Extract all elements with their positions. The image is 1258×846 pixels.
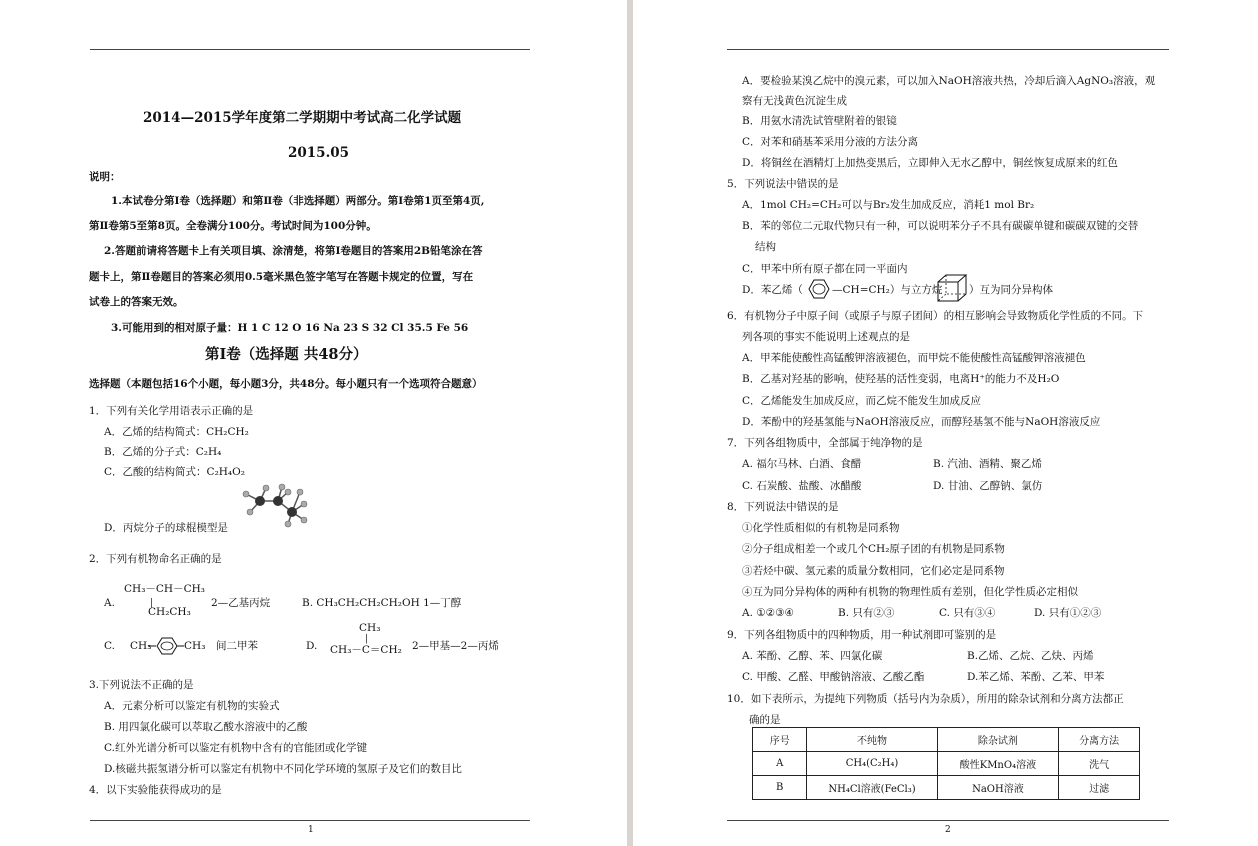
table-header-cell: 序号	[753, 728, 807, 752]
q2-a-label: A.	[104, 597, 115, 609]
q1-option-a: A．乙烯的结构简式：CH₂CH₂	[104, 426, 249, 438]
table-header-cell: 分离方法	[1059, 728, 1140, 752]
q3-option-b: B. 用四氯化碳可以萃取乙酸水溶液中的乙酸	[104, 721, 308, 733]
table-row	[753, 752, 1140, 776]
q1-option-b: B．乙烯的分子式：C₂H₄	[104, 446, 222, 458]
section-desc: 选择题（本题包括16个小题，每小题3分，共48分。每小题只有一个选项符合题意）	[89, 378, 483, 390]
cubane-icon	[937, 274, 969, 302]
note-2c: 试卷上的答案无效。	[89, 296, 184, 308]
q2-d-formula-main: CH₃－C＝CH₂	[330, 644, 402, 656]
table-cell: NH₄Cl溶液(FeCl₃)	[807, 776, 937, 800]
q9-option-d: D.苯乙烯、苯酚、乙苯、甲苯	[967, 671, 1105, 683]
question-7: 7．下列各组物质中，全部属于纯净物的是	[727, 437, 923, 449]
q1-option-d: D．丙烷分子的球棍模型是	[104, 522, 228, 534]
q8-statement-2: ②分子组成相差一个或几个CH₂原子团的有机物是同系物	[742, 543, 1005, 555]
q7-option-d: D. 甘油、乙醇钠、氯仿	[933, 480, 1043, 492]
header-rule	[727, 49, 1169, 50]
q8-statement-4: ④互为同分异构体的两种有机物的物理性质有差别，但化学性质必定相似	[742, 586, 1078, 598]
q2-c-right-group: CH₃	[184, 640, 206, 652]
q2-d-label: D.	[306, 640, 318, 652]
table-cell: CH₄(C₂H₄)	[807, 752, 937, 776]
q4-option-c: C．对苯和硝基苯采用分液的方法分离	[742, 136, 919, 148]
question-2: 2．下列有机物命名正确的是	[89, 553, 222, 565]
table-cell: 酸性KMnO₄溶液	[937, 752, 1059, 776]
q4-option-b: B．用氨水清洗试管壁附着的银镜	[742, 115, 897, 127]
q5-option-d-part3: ）互为同分异构体	[969, 284, 1053, 296]
q4-option-a-line2: 察有无浅黄色沉淀生成	[742, 95, 847, 107]
q8-statement-3: ③若烃中碳、氢元素的质量分数相同，它们必定是同系物	[742, 565, 1005, 577]
q6-option-a: A．甲苯能使酸性高锰酸钾溶液褪色，而甲烷不能使酸性高锰酸钾溶液褪色	[742, 352, 1086, 364]
q2-a-name: 2—乙基丙烷	[211, 597, 271, 609]
question-8: 8．下列说法中错误的是	[727, 501, 839, 513]
q2-c-name: 间二甲苯	[216, 640, 258, 652]
q9-option-c: C. 甲酸、乙醛、甲酸钠溶液、乙酸乙酯	[742, 671, 925, 683]
q2-a-branch-bond: |	[150, 598, 154, 608]
q2-c-label: C.	[104, 640, 115, 652]
header-rule	[90, 49, 530, 50]
q3-option-a: A．元素分析可以鉴定有机物的实验式	[104, 700, 280, 712]
question-3: 3.下列说法不正确的是	[89, 679, 194, 691]
exam-date: 2015.05	[288, 145, 350, 161]
question-5: 5．下列说法中错误的是	[727, 178, 839, 190]
benzene-ring-icon	[806, 277, 832, 301]
page-1	[0, 0, 627, 846]
question-6-line1: 6．有机物分子中原子间（或原子与原子团间）的相互影响会导致物质化学性质的不同。下	[727, 310, 1144, 322]
q4-option-d: D．将铜丝在酒精灯上加热变黑后，立即伸入无水乙醇中，铜丝恢复成原来的红色	[742, 157, 1118, 169]
note-1b: 第Ⅱ卷第5至第8页。全卷满分100分。考试时间为100分钟。	[89, 220, 377, 232]
question-4: 4．以下实验能获得成功的是	[89, 784, 222, 796]
q2-a-formula-bottom: CH₂CH₃	[148, 606, 191, 618]
page-number: 2	[945, 825, 951, 835]
q7-option-c: C. 石炭酸、盐酸、冰醋酸	[742, 480, 862, 492]
note-2b: 题卡上，第Ⅱ卷题目的答案必须用0.5毫米黑色签字笔写在答题卡规定的位置，写在	[89, 271, 474, 283]
q3-option-c: C.红外光谱分析可以鉴定有机物中含有的官能团或化学键	[104, 742, 367, 754]
note-3: 3.可能用到的相对原子量：H 1 C 12 O 16 Na 23 S 32 Cl 35.5 Fe 56	[111, 322, 469, 334]
table-header-cell: 除杂试剂	[937, 728, 1059, 752]
q6-option-d: D．苯酚中的羟基氢能与NaOH溶液反应，而醇羟基氢不能与NaOH溶液反应	[742, 416, 1101, 428]
q5-option-d-part2: —CH=CH₂）与立方烷	[832, 284, 943, 296]
question-10-line1: 10．如下表所示，为提纯下列物质（括号内为杂质），所用的除杂试剂和分离方法都正	[727, 693, 1124, 705]
q2-d-formula-top: CH₃	[359, 622, 381, 634]
q5-option-b-line1: B．苯的邻位二元取代物只有一种，可以说明苯分子不具有碳碳单键和碳碳双键的交替	[742, 220, 1139, 232]
table-cell: A	[753, 752, 807, 776]
q7-option-b: B. 汽油、酒精、聚乙烯	[933, 458, 1042, 470]
question-6-line2: 列各项的事实不能说明上述观点的是	[742, 331, 910, 343]
q1-option-c: C．乙酸的结构简式：C₂H₄O₂	[104, 466, 245, 478]
q6-option-b: B．乙基对羟基的影响，使羟基的活性变弱，电离H⁺的能力不及H₂O	[742, 373, 1060, 385]
table-header-row	[753, 728, 1140, 752]
table-cell: NaOH溶液	[937, 776, 1059, 800]
q2-a-formula-top: CH₃－CH－CH₃	[124, 583, 205, 595]
q2-c-left-group: CH₃	[130, 640, 152, 652]
benzene-ring-icon	[148, 636, 184, 656]
page-2	[633, 0, 1258, 846]
question-1: 1．下列有关化学用语表示正确的是	[89, 405, 254, 417]
q7-option-a: A. 福尔马林、白酒、食醋	[742, 458, 862, 470]
question-10-line2: 确的是	[749, 714, 781, 726]
note-2a: 2.答题前请将答题卡上有关项目填、涂清楚，将第Ⅰ卷题目的答案用2B铅笔涂在答	[104, 245, 483, 257]
table-row	[753, 776, 1140, 800]
purification-table	[752, 727, 1140, 800]
propane-ball-stick-model	[238, 482, 318, 528]
section-title: 第Ⅰ卷（选择题 共48分）	[205, 346, 368, 363]
q2-d-branch-bond: |	[365, 634, 369, 644]
q5-option-a: A．1mol CH₂=CH₂可以与Br₂发生加成反应，消耗1 mol Br₂	[742, 199, 1035, 211]
table-cell: 洗气	[1059, 752, 1140, 776]
footer-rule	[727, 820, 1169, 821]
q5-option-c: C．甲苯中所有原子都在同一平面内	[742, 263, 908, 275]
q4-option-a-line1: A．要检验某溴乙烷中的溴元素，可以加入NaOH溶液共热，冷却后滴入AgNO₃溶液，观	[742, 75, 1156, 87]
page-number: 1	[308, 825, 314, 835]
q3-option-d: D.核磁共振氢谱分析可以鉴定有机物中不同化学环境的氢原子及它们的数目比	[104, 763, 462, 775]
q5-option-b-line2: 结构	[755, 241, 776, 253]
q8-option-a: A. ①②③④	[742, 607, 794, 619]
exam-title: 2014—2015学年度第二学期期中考试高二化学试题	[143, 110, 462, 126]
q9-option-a: A. 苯酚、乙醇、苯、四氯化碳	[742, 650, 883, 662]
q2-option-b: B. CH₃CH₂CH₂CH₂OH 1—丁醇	[302, 597, 462, 609]
q8-statement-1: ①化学性质相似的有机物是同系物	[742, 522, 900, 534]
q9-option-b: B.乙烯、乙烷、乙炔、丙烯	[967, 650, 1094, 662]
question-9: 9．下列各组物质中的四种物质，用一种试剂即可鉴别的是	[727, 629, 997, 641]
note-1a: 1.本试卷分第Ⅰ卷（选择题）和第Ⅱ卷（非选择题）两部分。第Ⅰ卷第1页至第4页,	[111, 195, 485, 207]
q8-option-c: C. 只有③④	[939, 607, 996, 619]
q5-option-d-part1: D．苯乙烯（	[742, 284, 803, 296]
table-header-cell: 不纯物	[807, 728, 937, 752]
q8-option-d: D. 只有①②③	[1034, 607, 1102, 619]
q2-d-name: 2—甲基—2—丙烯	[412, 640, 499, 652]
footer-rule	[90, 820, 530, 821]
q8-option-b: B. 只有②③	[838, 607, 895, 619]
table-cell: B	[753, 776, 807, 800]
table-cell: 过滤	[1059, 776, 1140, 800]
notes-label: 说明：	[89, 171, 121, 183]
q6-option-c: C．乙烯能发生加成反应，而乙烷不能发生加成反应	[742, 395, 982, 407]
